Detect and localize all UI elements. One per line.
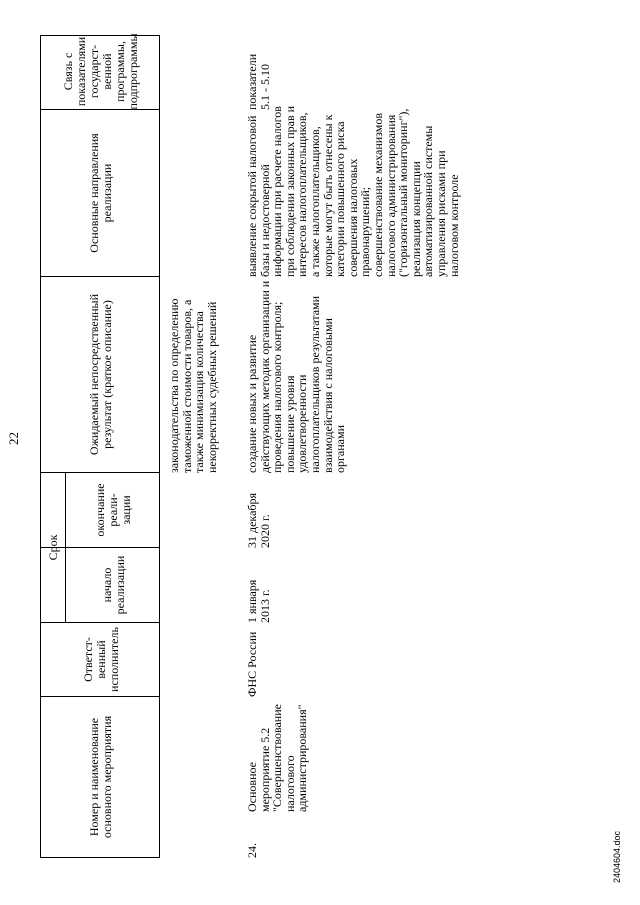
row-expected-result: создание новых и развитие действующих методик организации и проведения налогового контроля; повышение уровня удовлетворенности налогоплательщиков результатами взаимодействия с налоговыми органами [245, 280, 348, 473]
row-end: 31 декабря 2020 г. [245, 492, 272, 548]
header-responsible: Ответст- венный исполнитель [80, 627, 121, 692]
continuation-text: законодательства по определению таможенной стоимости товаров, а также минимизация количества некорректных судебных решений [167, 298, 219, 473]
row-directions: выявление сокрытой налоговой базы и недостоверной информации при расчете налогов при соблюдении законных прав и интересов налогоплательщиков, а также налогоплательщиков, которые могут быть отнесены к категории повышенного риска совершения налоговых правонарушений; совершенствование механизмов налогового администрирования ("горизонтальный мониторинг"), реализация концепции автоматизированной системы управления рисками при налоговом контроле [245, 105, 461, 277]
header-start: начало реализации [99, 555, 127, 615]
header-number-name: Номер и наименование основного мероприятия [87, 715, 114, 839]
header-expected-result: Ожидаемый непосредственный результат (краткое описание) [87, 293, 114, 456]
header-end: окончание реали- зации [93, 483, 133, 537]
row-number: 24. [245, 843, 259, 858]
row-responsible: ФНС России [245, 631, 259, 697]
footer-code: 2404604.doc [612, 830, 622, 883]
header-term: Срок [45, 534, 60, 561]
row-start: 1 января 2013 г. [245, 579, 272, 623]
row-name: Основное мероприятие 5.2 "Совершенствование налогового администрирования" [245, 704, 310, 812]
row-link: показатели 5.1 - 5.10 [245, 53, 272, 110]
table-header [40, 35, 160, 858]
header-link: Связь с показателями государст- венной программы, подпрограммы [61, 33, 140, 110]
page-number: 22 [6, 432, 21, 445]
header-directions: Основные направления реализации [87, 133, 114, 253]
